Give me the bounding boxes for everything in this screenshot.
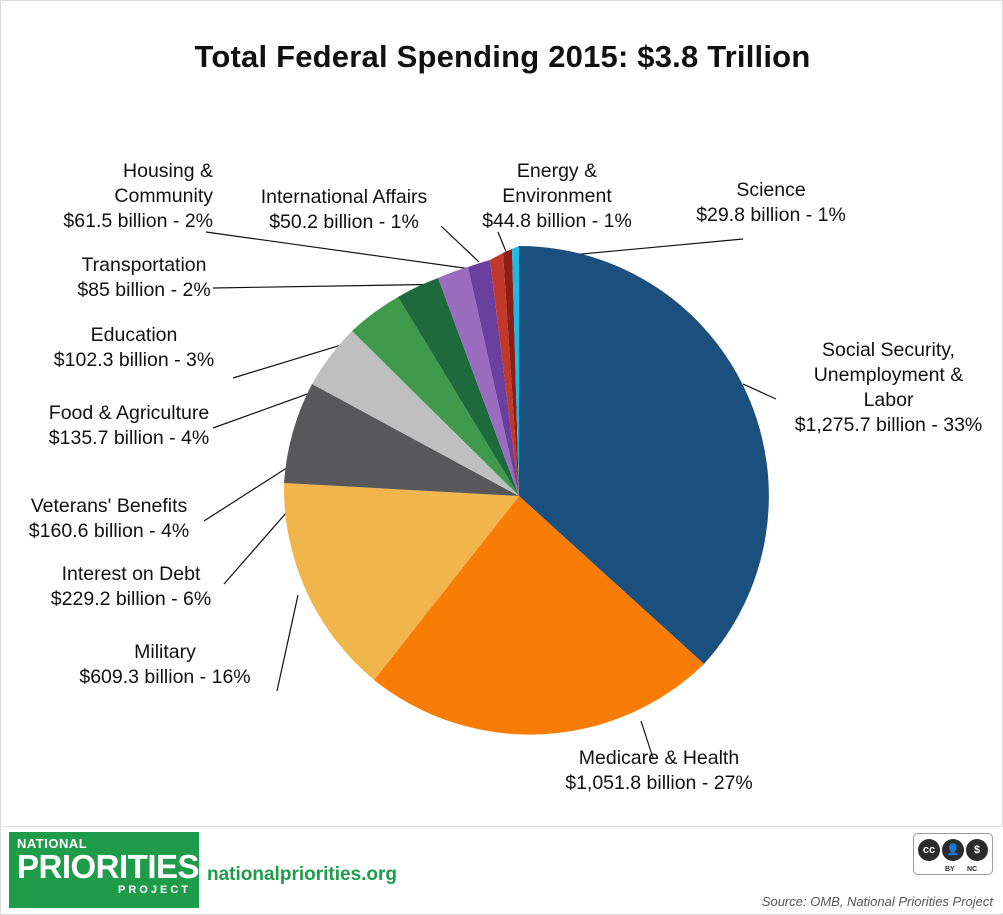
page-title: Total Federal Spending 2015: $3.8 Trillion: [194, 39, 811, 74]
national-priorities-logo[interactable]: [9, 832, 199, 908]
label-international-affairs: International Affairs $50.2 billion - 1%: [260, 186, 428, 233]
footer: [2, 826, 1003, 913]
source-note: Source: OMB, National Priorities Project: [761, 894, 993, 909]
pie-slices: [284, 246, 769, 735]
website-link[interactable]: nationalpriorities.org: [207, 864, 398, 885]
cc-by-icon: 👤: [942, 839, 964, 861]
label-housing-community: Housing & Community $61.5 billion - 2%: [63, 160, 213, 232]
logo-line-3: PROJECT: [118, 884, 191, 896]
cc-by-caption: BY: [945, 866, 955, 873]
label-veterans-benefits: Veterans' Benefits $160.6 billion - 4%: [28, 495, 190, 542]
label-transportation: Transportation $85 billion - 2%: [77, 254, 211, 301]
creative-commons-badge[interactable]: [913, 833, 993, 875]
logo-line-2: PRIORITIES: [17, 848, 200, 885]
label-medicare-health: Medicare & Health $1,051.8 billion - 27%: [565, 747, 753, 794]
label-interest-on-debt: Interest on Debt $229.2 billion - 6%: [50, 563, 212, 610]
cc-nc-caption: NC: [967, 866, 978, 873]
label-social-security: Social Security, Unemployment & Labor $1,275.7 billion - 33%: [794, 339, 983, 436]
label-science: Science $29.8 billion - 1%: [696, 179, 846, 226]
cc-nc-icon: $: [966, 839, 988, 861]
label-energy-environment: Energy & Environment $44.8 billion - 1%: [482, 160, 632, 232]
pie-chart: [1, 1, 1003, 829]
label-education: Education $102.3 billion - 3%: [53, 324, 215, 371]
label-military: Military $609.3 billion - 16%: [79, 641, 251, 688]
cc-icon: cc: [918, 839, 940, 861]
label-food-agriculture: Food & Agriculture $135.7 billion - 4%: [48, 402, 210, 449]
logo-line-1: NATIONAL: [17, 836, 88, 851]
